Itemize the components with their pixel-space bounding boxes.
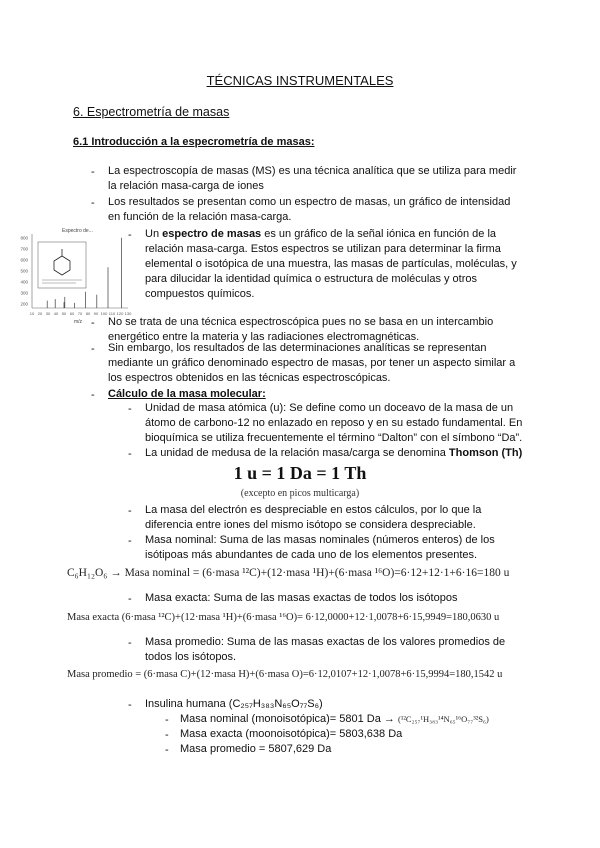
spectrum-x-tick-label: 40 — [53, 311, 59, 316]
insulin-nominal-mass: Masa nominal (monoisotópica)= 5801 Da → (¹²C₂₅₇¹H₃₈₃¹⁴N₆₅¹⁶O₇₇³²S₆) — [180, 713, 489, 725]
spectrum-y-tick-label: 600 — [20, 257, 28, 263]
bullet-dash: - — [91, 317, 95, 329]
sub-bullet-5: Masa exacta: Suma de las masas exactas de todos los isótopos — [145, 592, 458, 604]
bullet-dash: - — [128, 535, 132, 547]
spectrum-x-tick-label: 50 — [61, 311, 67, 316]
nominal-mass-equation: C₆H₁₂O₆ → Masa nominal = (6·masa ¹²C)+(12·masa ¹H)+(6·masa ¹⁶O)=6·12+12·1+6·16=180 u — [67, 567, 510, 579]
spectrum-x-tick-label: 80 — [85, 311, 91, 316]
bullet-dash: - — [165, 729, 169, 741]
insulin-average-mass: Masa promedio = 5807,629 Da — [180, 743, 332, 755]
bullet-dash: - — [128, 637, 132, 649]
spectrum-x-tick-label: 10 — [29, 311, 35, 316]
sub-bullet-6-line-2: todos los isótopos. — [145, 651, 237, 663]
molecule-inset-box — [38, 242, 86, 288]
sub-bullet-4-line-2: isótipoas más abundantes de cada uno de los elementos presentes. — [145, 549, 478, 561]
sub-bullet-6-line-1: Masa promedio: Suma de las masas exactas de los valores promedios de — [145, 636, 506, 648]
spectrum-x-tick-label: 30 — [45, 311, 51, 316]
spectrum-x-tick-label: 70 — [77, 311, 83, 316]
spectrum-x-tick-label: 90 — [93, 311, 99, 316]
bullet-dash: - — [128, 699, 132, 711]
insulin-exact-mass: Masa exacta (moonoisotópica)= 5803,638 Da — [180, 728, 403, 740]
subsection-title: 6.1 Introducción a la especrometría de masas: — [73, 136, 315, 148]
spectrum-y-tick-label: 300 — [20, 290, 28, 296]
bullet-dash: - — [91, 166, 95, 178]
sub-bullet-1-line-2: átomo de carbono-12 no enlazado en reposo y en su estado fundamental. En — [145, 417, 523, 429]
bullet-3-line-1: Un espectro de masas es un gráfico de la señal iónica en función de la — [145, 228, 497, 240]
bullet-1-line-2: la relación masa-carga de iones — [108, 180, 264, 192]
thomson-note: (excepto en picos multicarga) — [240, 488, 360, 499]
sub-bullet-2: La unidad de medusa de la relación masa/carga se denomina Thomson (Th) — [145, 447, 523, 459]
bullet-dash: - — [165, 714, 169, 726]
bullet-5-line-3: los espectros obtenidos en las técnicas espectroscópicas. — [108, 372, 391, 384]
sub-bullet-1-line-1: Unidad de masa atómica (u): Se define como un doceavo de la masa de un — [145, 402, 514, 414]
bullet-3-line-5: compuestos químicos. — [145, 288, 255, 300]
bullet-dash: - — [128, 403, 132, 415]
bullet-3-line-2: relación masa-carga. Estos espectros se utilizan para determinar la firma — [145, 243, 501, 255]
bullet-dash: - — [91, 197, 95, 209]
spectrum-x-label: m/z — [74, 319, 83, 324]
molecular-mass-heading: Cálculo de la masa molecular: — [108, 388, 266, 400]
spectrum-x-tick-label: 100 — [100, 311, 108, 316]
bullet-5-line-1: Sin embargo, los resultados de las determinaciones analíticas se representan — [108, 342, 487, 354]
sub-bullet-4-line-1: Masa nominal: Suma de las masas nominales (números enteros) de los — [145, 534, 495, 546]
bullet-dash: - — [128, 505, 132, 517]
spectrum-y-tick-label: 500 — [20, 268, 28, 274]
thomson-equation: 1 u = 1 Da = 1 Th — [233, 463, 367, 483]
section-title: 6. Espectrometría de masas — [73, 105, 230, 119]
bullet-3-line-3: elemental o isotópica de una muestra, las masas de partículas, moléculas, y — [145, 258, 517, 270]
sub-bullet-3-line-1: La masa del electrón es despreciable en estos cálculos, por lo que la — [145, 504, 482, 516]
sub-bullet-1-line-3: bioquímica se utiliza frecuentemente el término “Dalton” con el símbono “Da”. — [145, 432, 523, 444]
bullet-5-line-2: mediante un gráfico denominado espectro de masas, por tener un aspecto similar a — [108, 357, 516, 369]
bullet-dash: - — [91, 389, 95, 401]
spectrum-y-tick-label: 700 — [20, 246, 28, 252]
spectrum-x-tick-label: 110 — [108, 311, 116, 316]
bullet-2-line-2: en función de la relación masa-carga. — [108, 211, 292, 223]
bullet-2-line-1: Los resultados se presentan como un espectro de masas, un gráfico de intensidad — [108, 196, 511, 208]
bullet-1-line-1: La espectroscopía de masas (MS) es una técnica analítica que se utiliza para medir — [108, 165, 517, 177]
spectrum-title: Espectro de... — [62, 228, 93, 234]
arrow-right-icon: → — [383, 713, 395, 725]
bullet-4-line-2: energético entre la materia y las radiaciones electromagnéticas. — [108, 331, 420, 343]
spectrum-y-tick-label: 200 — [20, 301, 28, 307]
bullet-4-line-1: No se trata de una técnica espectroscópica pues no se basa en un intercambio — [108, 316, 494, 328]
bullet-dash: - — [128, 229, 132, 241]
bullet-3-line-4: para dilucidar la identidad química o estructura de moléculas y otros — [145, 273, 478, 285]
spectrum-x-tick-label: 60 — [69, 311, 75, 316]
spectrum-x-tick-label: 120 — [116, 311, 124, 316]
spectrum-y-tick-label: 800 — [20, 235, 28, 241]
sub-bullet-3-line-2: diferencia entre iones del mismo isótopo se considera despreciable. — [145, 519, 476, 531]
bullet-dash: - — [91, 343, 95, 355]
bullet-dash: - — [165, 744, 169, 756]
bullet-dash: - — [128, 593, 132, 605]
mass-spectrum-figure — [4, 226, 132, 324]
insulin-heading: Insulina humana (C₂₅₇H₃₈₃N₆₅O₇₇S₆) — [145, 698, 323, 710]
average-mass-equation: Masa promedio = (6·masa C)+(12·masa H)+(6·masa O)=6·12,0107+12·1,0078+6·15,9994=180,1542 u — [67, 669, 503, 680]
spectrum-x-tick-label: 130 — [124, 311, 132, 316]
document-title: TÉCNICAS INSTRUMENTALES — [206, 73, 394, 88]
spectrum-x-tick-label: 20 — [37, 311, 43, 316]
spectrum-y-ticks — [20, 236, 28, 307]
exact-mass-equation: Masa exacta (6·masa ¹²C)+(12·masa ¹H)+(6·masa ¹⁶O)= 6·12,0000+12·1,0078+6·15,9949=180,0630 u — [67, 612, 500, 623]
bullet-dash: - — [128, 448, 132, 460]
spectrum-y-tick-label: 400 — [20, 279, 28, 285]
insulin-isotope-formula: (¹²C₂₅₇¹H₃₈₃¹⁴N₆₅¹⁶O₇₇³²S₆) — [397, 714, 489, 724]
